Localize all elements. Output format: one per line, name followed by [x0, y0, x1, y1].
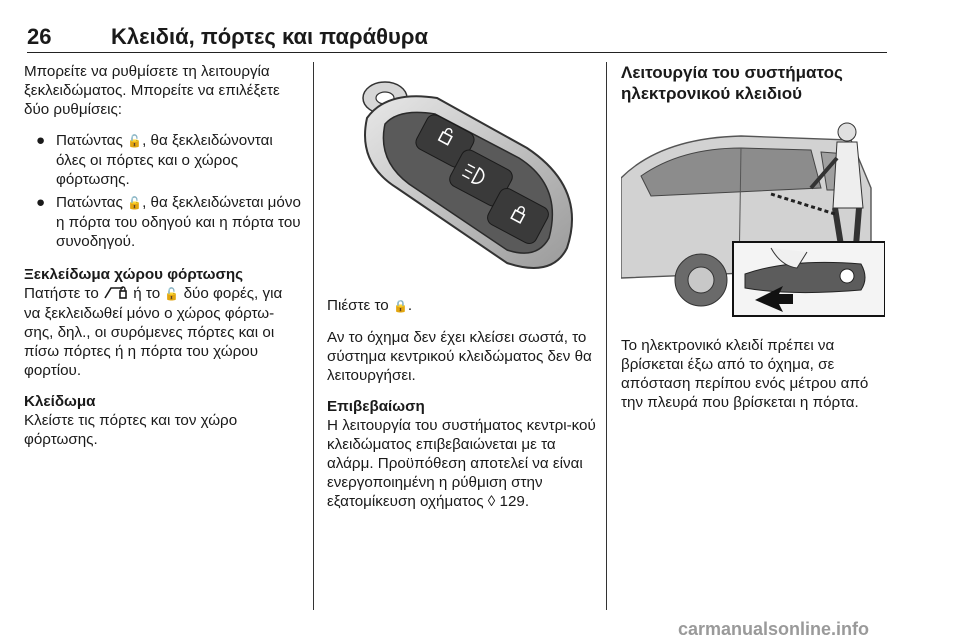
column-2 — [327, 68, 597, 523]
cargo-text: Πατήστε το ή το 🔓 δύο φορές, για να ξεκλειδωθεί μόνο ο χώρος φόρτω-σης, δηλ., οι συρόμενες πόρτες και οι πίσω πόρτες ή η πόρτα του χώρου φορτίου. — [24, 285, 283, 379]
unlock-icon: 🔓 — [127, 134, 143, 148]
column-1 — [24, 62, 302, 461]
intro-text: Μπορείτε να ρυθμίσετε τη λειτουργία ξεκλειδώματος. Μπορείτε να επιλέξετε δύο ρυθμίσεις: — [24, 63, 280, 118]
bullet-icon: ● — [36, 194, 46, 211]
unlock-icon: 🔓 — [127, 196, 143, 210]
section-title-lock: Κλείδωμα — [24, 393, 96, 410]
watermark: carmanualsonline.info — [678, 619, 870, 639]
key-fob-illustration — [327, 68, 597, 278]
page-reference-icon: ◊ — [487, 493, 496, 510]
section-title-confirm: Επιβεβαίωση — [327, 398, 425, 415]
bullet-icon: ● — [36, 132, 46, 149]
electronic-key-caption: Το ηλεκτρονικό κλειδί πρέπει να βρίσκεται έξω από το όχημα, σε απόσταση περίπου ενός μέτρου από την πλευρά που βρίσκεται η πόρτα. — [621, 337, 869, 411]
not-locked-text: Αν το όχημα δεν έχει κλείσει σωστά, το σύστημα κεντρικού κλειδώματος δεν θα λειτουργήσει. — [327, 329, 592, 384]
unlock-icon: 🔓 — [164, 287, 180, 301]
vehicle-door-handle-illustration — [621, 118, 885, 318]
column-3 — [621, 62, 885, 424]
section-title-cargo: Ξεκλείδωμα χώρου φόρτωσης — [24, 266, 244, 283]
list-item: ● Πατώντας 🔓, θα ξεκλειδώνεται μόνο η πόρτα του οδηγού και η πόρτα του συνοδηγού. — [36, 194, 301, 250]
cargo-door-icon — [103, 286, 129, 300]
list-item: ● Πατώντας 🔓, θα ξεκλειδώνονται όλες οι πόρτες και ο χώρος φόρτωσης. — [36, 132, 273, 188]
column-divider-1 — [313, 62, 314, 610]
press-text: Πιέστε το 🔒. — [327, 297, 413, 314]
section-title-electronic-key: Λειτουργία του συστήματος ηλεκτρονικού κλειδιού — [621, 63, 843, 103]
page-header — [27, 22, 887, 53]
unlock-options-list — [24, 131, 302, 251]
column-divider-2 — [606, 62, 607, 610]
page-number: 26 — [27, 24, 52, 49]
page-reference-link[interactable]: 129. — [499, 493, 530, 510]
confirm-text: Η λειτουργία του συστήματος κεντρι-κού κλειδώματος επιβεβαιώνεται με τα αλάρμ. Προϋπόθεση αποτελεί να είναι ενεργοποιημένη η ρύθμιση στην εξατομίκευση οχήματος ◊ 129. — [327, 417, 596, 510]
lock-text: Κλείστε τις πόρτες και τον χώρο φόρτωσης. — [24, 412, 238, 448]
lock-icon: 🔒 — [392, 299, 408, 313]
chapter-title: Κλειδιά, πόρτες και παράθυρα — [111, 24, 428, 49]
